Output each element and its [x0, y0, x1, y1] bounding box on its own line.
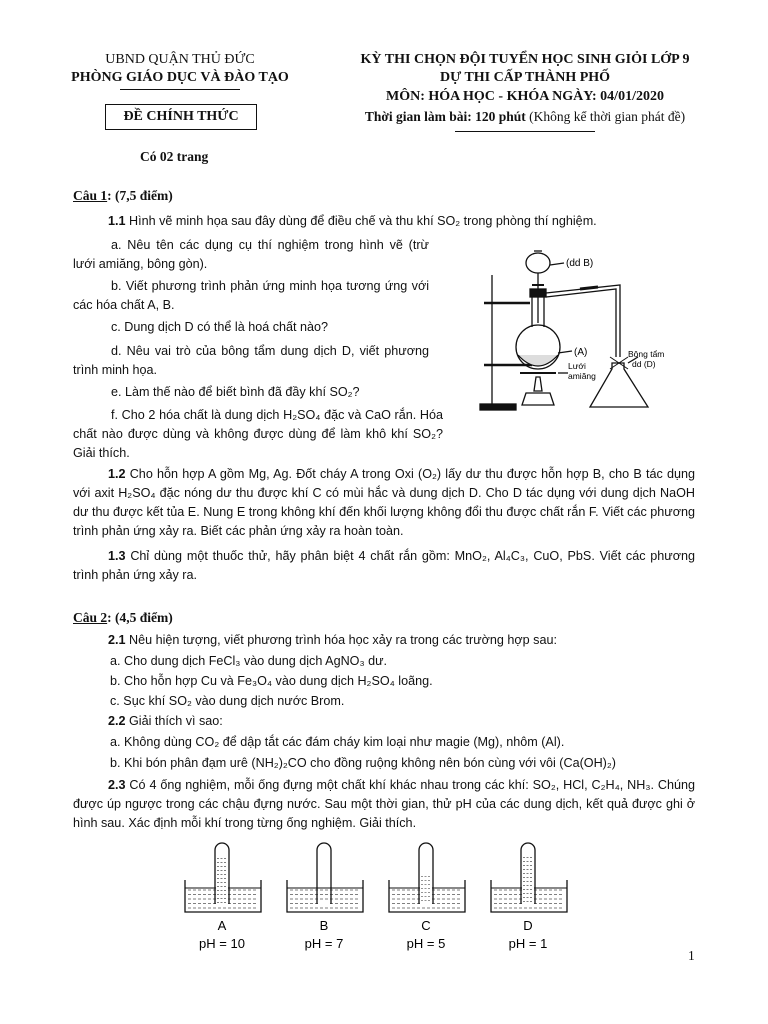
test-tubes-figure	[175, 836, 575, 956]
label-mesh-2: amiăng	[568, 371, 596, 381]
q1-1-d: d. Nêu vai trò của bông tẩm dung dịch D, viết phương trình minh họa.	[73, 344, 429, 377]
q1-1-c: c. Dung dịch D có thể là hoá chất nào?	[111, 320, 329, 334]
tube-ph: pH = 1	[508, 936, 548, 951]
label-mesh-1: Lưới	[568, 361, 586, 371]
tube-water	[420, 874, 432, 904]
tube-ph: pH = 10	[199, 936, 245, 951]
q1-1-b: b. Viết phương trình phản ứng minh họa tương ứng với các hóa chất A, B.	[73, 279, 429, 312]
dropping-funnel	[526, 253, 550, 273]
tube-ph: pH = 7	[304, 936, 344, 951]
tube-water	[318, 903, 330, 904]
official-box: ĐỀ CHÍNH THỨC	[105, 104, 257, 130]
q1-1-e: e. Làm thế nào để biết bình đã đầy khí SO₂?	[111, 385, 360, 399]
department-name: UBND QUẬN THỦ ĐỨC	[105, 52, 255, 67]
tube-water	[216, 856, 228, 904]
exam-title: KỲ THI CHỌN ĐỘI TUYỂN HỌC SINH GIỎI LỚP 9	[360, 52, 690, 67]
q2-2-b: b. Khi bón phân đạm urê (NH₂)₂CO cho đồng ruộng không nên bón cùng với vôi (Ca(OH)₂)	[110, 756, 616, 770]
label-cotton-2: dd (D)	[632, 359, 656, 369]
header-rule-left	[120, 89, 240, 90]
exam-time	[325, 109, 725, 125]
q1-3-text: Chỉ dùng một thuốc thử, hãy phân biệt 4 chất rắn gồm: MnO₂, Al₄C₃, CuO, PbS. Viết các phương trình phản ứng xảy ra.	[73, 549, 695, 582]
q1-3-num: 1.3	[108, 549, 126, 563]
q2-3	[73, 776, 695, 833]
question-2-heading	[73, 610, 173, 626]
tube-letter: B	[319, 918, 329, 933]
question-1-title: Câu 1	[73, 188, 108, 203]
conical-flask	[590, 363, 648, 407]
basin-water	[288, 888, 362, 911]
exam-level: DỰ THI CẤP THÀNH PHỐ	[439, 70, 611, 85]
q1-1-num: 1.1	[108, 214, 126, 228]
q2-1-num: 2.1	[108, 633, 126, 647]
question-2-title: Câu 2	[73, 610, 108, 625]
tube-letter: A	[217, 918, 227, 933]
q2-2-num: 2.2	[108, 714, 126, 728]
q2-3-text: Có 4 ống nghiệm, mỗi ống đựng một chất khí khác nhau trong các khí: SO₂, HCl, C₂H₄, NH₃. Chúng được úp ngược trong các chậu đựng nước. Sau một thời gian, thử pH của các dung dịch, kết quả được ghi ở hình sau. Xác định mỗi khí trong từng ống nghiệm. Giải thích.	[73, 778, 695, 830]
q1-3	[73, 547, 695, 585]
office-name: PHÒNG GIÁO DỤC VÀ ĐÀO TẠO	[71, 70, 289, 85]
q2-1	[108, 631, 698, 650]
q2-1-text: Nêu hiện tượng, viết phương trình hóa học xảy ra trong các trường hợp sau:	[125, 633, 557, 647]
q2-1-c: c. Sục khí SO₂ vào dung dịch nước Brom.	[110, 694, 345, 708]
q2-3-num: 2.3	[108, 778, 126, 792]
tube-letter: D	[523, 918, 533, 933]
so2-apparatus-figure	[470, 245, 685, 415]
tube-ph: pH = 5	[406, 936, 446, 951]
time-note: (Không kể thời gian phát đề)	[525, 109, 686, 124]
q2-1-b: b. Cho hỗn hợp Cu và Fe₃O₄ vào dung dịch H₂SO₄ loãng.	[110, 674, 433, 688]
q1-2	[73, 465, 695, 541]
q1-1-a: a. Nêu tên các dụng cụ thí nghiệm trong hình vẽ (trừ lưới amiăng, bông gòn).	[73, 238, 429, 271]
q2-2	[108, 712, 698, 731]
question-2-points: : (4,5 điểm)	[107, 610, 173, 625]
stand-base	[480, 404, 516, 410]
tube-letter: C	[421, 918, 431, 933]
exam-subject-date: MÔN: HÓA HỌC - KHÓA NGÀY: 04/01/2020	[386, 89, 664, 104]
page-number: 1	[688, 948, 695, 963]
spirit-lamp	[522, 393, 554, 405]
q2-1-a: a. Cho dung dịch FeCl₃ vào dung dịch AgNO₃ dư.	[110, 654, 388, 668]
label-dd-b: (dd B)	[566, 258, 594, 269]
label-cotton-1: Bông tẩm	[628, 349, 665, 359]
question-1-points: : (7,5 điểm)	[107, 188, 173, 203]
label-a: (A)	[574, 347, 588, 358]
pages-note: Có 02 trang	[140, 149, 209, 164]
header-rule-right	[455, 131, 595, 132]
q1-1-text: Hình vẽ minh họa sau đây dùng để điều chế và thu khí SO₂ trong phòng thí nghiệm.	[125, 214, 597, 228]
question-1-heading	[73, 188, 173, 204]
q2-2-text: Giải thích vì sao:	[125, 714, 223, 728]
q1-1-f: f. Cho 2 hóa chất là dung dịch H₂SO₄ đặc và CaO rắn. Hóa chất nào được dùng và không được dùng để làm khô khí SO₂? Giải thích.	[73, 408, 443, 460]
time-label: Thời gian làm bài: 120 phút	[364, 109, 526, 124]
q2-2-a: a. Không dùng CO₂ để dập tắt các đám cháy kim loại như magie (Mg), nhôm (Al).	[110, 735, 565, 749]
q1-2-text: Cho hỗn hợp A gồm Mg, Ag. Đốt cháy A trong Oxi (O₂) lấy dư thu được hỗn hợp B, cho B tác dụng với axit H₂SO₄ đặc nóng dư thu được khí C có mùi hắc và dung dịch D. Cho D tác dụng với dung dịch NaOH dư thu được kết tủa E. Nung E trong không khí đến khối lượng không đổi thu được chất rắn F. Viết các phương trình phản ứng xảy ra. Biết các phản ứng xảy ra hoàn toàn.	[73, 467, 695, 538]
q1-1-intro	[73, 212, 701, 231]
tube-water	[522, 855, 534, 904]
burner-flame	[534, 377, 542, 391]
q1-2-num: 1.2	[108, 467, 126, 481]
